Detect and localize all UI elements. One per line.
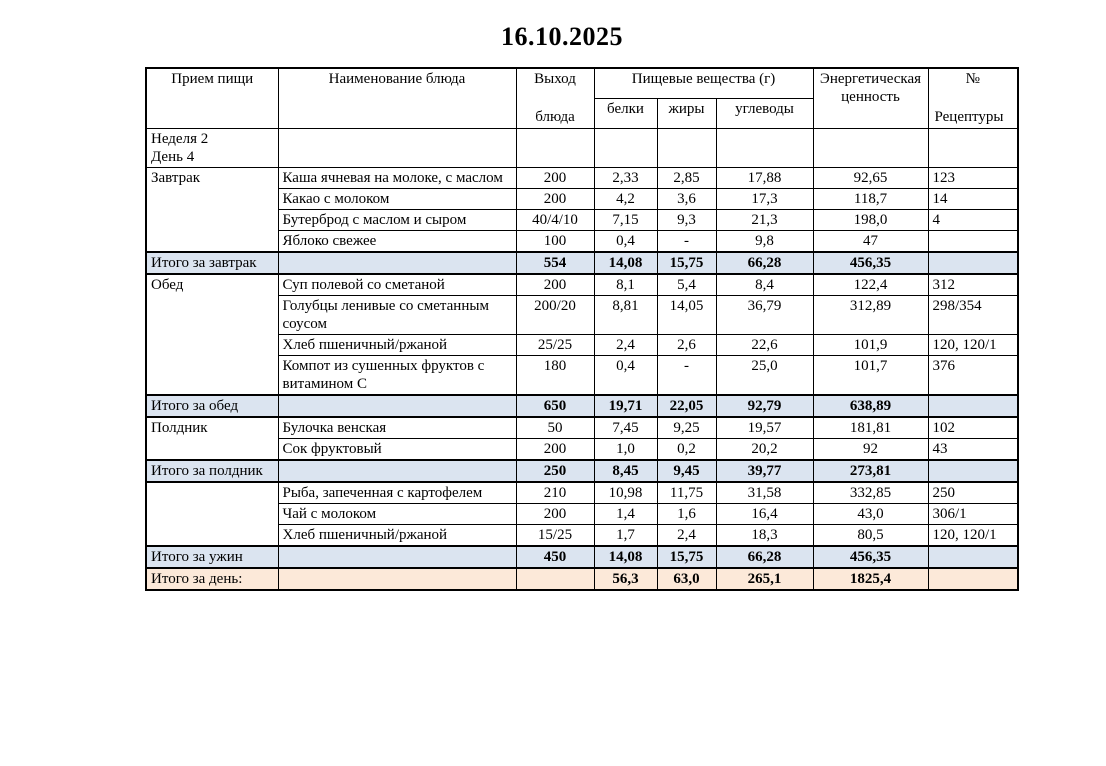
dish-protein: 8,81 xyxy=(594,295,657,334)
dish-name: Какао с молоком xyxy=(278,188,516,209)
total-fat: 63,0 xyxy=(657,568,716,590)
dish-recipe: 14 xyxy=(928,188,1018,209)
dish-protein: 1,7 xyxy=(594,524,657,546)
dish-recipe xyxy=(928,230,1018,252)
total-protein: 14,08 xyxy=(594,252,657,274)
dish-output: 180 xyxy=(516,355,594,395)
dish-carbs: 8,4 xyxy=(716,274,813,296)
dish-output: 200 xyxy=(516,438,594,460)
menu-table xyxy=(145,67,1019,591)
total-carbs: 66,28 xyxy=(716,546,813,568)
dish-protein: 1,0 xyxy=(594,438,657,460)
total-protein: 8,45 xyxy=(594,460,657,482)
dish-carbs: 19,57 xyxy=(716,417,813,439)
dish-name: Булочка венская xyxy=(278,417,516,439)
total-label: Итого за ужин xyxy=(146,546,278,568)
total-row-snack xyxy=(146,460,1018,482)
dish-fat: 14,05 xyxy=(657,295,716,334)
total-carbs: 39,77 xyxy=(716,460,813,482)
dish-energy: 80,5 xyxy=(813,524,928,546)
dish-fat: 11,75 xyxy=(657,482,716,504)
page-title: 16.10.2025 xyxy=(501,22,623,51)
dish-recipe: 102 xyxy=(928,417,1018,439)
total-row-day xyxy=(146,568,1018,590)
total-energy: 638,89 xyxy=(813,395,928,417)
dish-fat: 2,6 xyxy=(657,334,716,355)
dish-carbs: 20,2 xyxy=(716,438,813,460)
dish-carbs: 18,3 xyxy=(716,524,813,546)
total-energy: 456,35 xyxy=(813,546,928,568)
dish-carbs: 17,3 xyxy=(716,188,813,209)
total-label: Итого за полдник xyxy=(146,460,278,482)
header-protein: белки xyxy=(594,98,657,128)
dish-energy: 118,7 xyxy=(813,188,928,209)
total-protein: 14,08 xyxy=(594,546,657,568)
dish-fat: 5,4 xyxy=(657,274,716,296)
dish-recipe: 4 xyxy=(928,209,1018,230)
total-energy: 273,81 xyxy=(813,460,928,482)
dish-recipe: 312 xyxy=(928,274,1018,296)
dish-output: 15/25 xyxy=(516,524,594,546)
dish-protein: 0,4 xyxy=(594,355,657,395)
dish-energy: 312,89 xyxy=(813,295,928,334)
dish-recipe: 306/1 xyxy=(928,503,1018,524)
total-fat: 15,75 xyxy=(657,546,716,568)
dish-output: 25/25 xyxy=(516,334,594,355)
dish-energy: 43,0 xyxy=(813,503,928,524)
dish-carbs: 25,0 xyxy=(716,355,813,395)
dish-recipe: 376 xyxy=(928,355,1018,395)
total-output: 554 xyxy=(516,252,594,274)
total-fat: 22,05 xyxy=(657,395,716,417)
dish-name: Компот из сушенных фруктов с витамином С xyxy=(278,355,516,395)
dish-name: Сок фруктовый xyxy=(278,438,516,460)
dish-name: Хлеб пшеничный/ржаной xyxy=(278,334,516,355)
dish-energy: 181,81 xyxy=(813,417,928,439)
dish-energy: 47 xyxy=(813,230,928,252)
dish-output: 40/4/10 xyxy=(516,209,594,230)
header-energy: Энергетическая ценность xyxy=(813,68,928,128)
dish-row xyxy=(146,417,1018,439)
dish-protein: 7,15 xyxy=(594,209,657,230)
total-fat: 15,75 xyxy=(657,252,716,274)
meal-section-breakfast: Завтрак xyxy=(146,167,278,252)
total-carbs: 92,79 xyxy=(716,395,813,417)
total-label: Итого за день: xyxy=(146,568,278,590)
header-nutrients: Пищевые вещества (г) xyxy=(594,68,813,98)
dish-name: Чай с молоком xyxy=(278,503,516,524)
dish-carbs: 17,88 xyxy=(716,167,813,188)
dish-recipe: 123 xyxy=(928,167,1018,188)
dish-output: 200 xyxy=(516,503,594,524)
dish-carbs: 36,79 xyxy=(716,295,813,334)
dish-name: Рыба, запеченная с картофелем xyxy=(278,482,516,504)
dish-carbs: 22,6 xyxy=(716,334,813,355)
total-energy: 456,35 xyxy=(813,252,928,274)
total-protein: 19,71 xyxy=(594,395,657,417)
dish-name: Голубцы ленивые со сметанным соусом xyxy=(278,295,516,334)
day-label: День 4 xyxy=(151,148,195,165)
dish-recipe: 43 xyxy=(928,438,1018,460)
dish-fat: 3,6 xyxy=(657,188,716,209)
dish-energy: 332,85 xyxy=(813,482,928,504)
dish-row xyxy=(146,482,1018,504)
header-output-line1: Выход xyxy=(534,71,576,87)
total-row-lunch xyxy=(146,395,1018,417)
dish-name: Бутерброд с маслом и сыром xyxy=(278,209,516,230)
week-day-row xyxy=(146,128,1018,167)
dish-energy: 92,65 xyxy=(813,167,928,188)
dish-output: 200 xyxy=(516,274,594,296)
total-energy: 1825,4 xyxy=(813,568,928,590)
meal-section-snack: Полдник xyxy=(146,417,278,460)
dish-carbs: 21,3 xyxy=(716,209,813,230)
meal-section-lunch: Обед xyxy=(146,274,278,395)
total-label: Итого за обед xyxy=(146,395,278,417)
dish-protein: 4,2 xyxy=(594,188,657,209)
dish-protein: 7,45 xyxy=(594,417,657,439)
dish-row xyxy=(146,167,1018,188)
total-output: 650 xyxy=(516,395,594,417)
header-fat: жиры xyxy=(657,98,716,128)
dish-name: Хлеб пшеничный/ржаной xyxy=(278,524,516,546)
dish-carbs: 16,4 xyxy=(716,503,813,524)
dish-protein: 8,1 xyxy=(594,274,657,296)
dish-name: Каша ячневая на молоке, с маслом xyxy=(278,167,516,188)
table-header-row-1 xyxy=(146,68,1018,98)
dish-output: 50 xyxy=(516,417,594,439)
header-recipe-line2: Рецептуры xyxy=(934,109,1004,125)
week-day-cell xyxy=(146,128,278,167)
header-recipe-line1: № xyxy=(965,71,980,87)
week-label: Неделя 2 xyxy=(151,130,209,147)
dish-protein: 10,98 xyxy=(594,482,657,504)
dish-name: Суп полевой со сметаной xyxy=(278,274,516,296)
dish-fat: 0,2 xyxy=(657,438,716,460)
total-row-dinner xyxy=(146,546,1018,568)
header-recipe xyxy=(928,68,1018,128)
dish-recipe: 120, 120/1 xyxy=(928,524,1018,546)
dish-output: 200 xyxy=(516,167,594,188)
dish-fat: 9,3 xyxy=(657,209,716,230)
header-meal: Прием пищи xyxy=(146,68,278,128)
header-output xyxy=(516,68,594,128)
dish-fat: - xyxy=(657,230,716,252)
dish-fat: 1,6 xyxy=(657,503,716,524)
total-protein: 56,3 xyxy=(594,568,657,590)
meal-section-dinner xyxy=(146,482,278,546)
dish-recipe: 250 xyxy=(928,482,1018,504)
dish-output: 200 xyxy=(516,188,594,209)
dish-output: 210 xyxy=(516,482,594,504)
dish-energy: 92 xyxy=(813,438,928,460)
dish-protein: 2,33 xyxy=(594,167,657,188)
total-row-breakfast xyxy=(146,252,1018,274)
dish-output: 200/20 xyxy=(516,295,594,334)
dish-energy: 198,0 xyxy=(813,209,928,230)
total-carbs: 66,28 xyxy=(716,252,813,274)
dish-energy: 101,9 xyxy=(813,334,928,355)
dish-fat: 2,4 xyxy=(657,524,716,546)
dish-carbs: 31,58 xyxy=(716,482,813,504)
dish-recipe: 298/354 xyxy=(928,295,1018,334)
dish-output: 100 xyxy=(516,230,594,252)
dish-energy: 122,4 xyxy=(813,274,928,296)
dish-carbs: 9,8 xyxy=(716,230,813,252)
total-fat: 9,45 xyxy=(657,460,716,482)
header-dish: Наименование блюда xyxy=(278,68,516,128)
header-output-line2: блюда xyxy=(535,109,575,125)
dish-row xyxy=(146,274,1018,296)
dish-energy: 101,7 xyxy=(813,355,928,395)
header-carbs: углеводы xyxy=(716,98,813,128)
total-output: 450 xyxy=(516,546,594,568)
dish-fat: 2,85 xyxy=(657,167,716,188)
dish-fat: - xyxy=(657,355,716,395)
total-carbs: 265,1 xyxy=(716,568,813,590)
dish-name: Яблоко свежее xyxy=(278,230,516,252)
dish-protein: 2,4 xyxy=(594,334,657,355)
dish-protein: 1,4 xyxy=(594,503,657,524)
total-output: 250 xyxy=(516,460,594,482)
total-label: Итого за завтрак xyxy=(146,252,278,274)
dish-protein: 0,4 xyxy=(594,230,657,252)
dish-fat: 9,25 xyxy=(657,417,716,439)
dish-recipe: 120, 120/1 xyxy=(928,334,1018,355)
